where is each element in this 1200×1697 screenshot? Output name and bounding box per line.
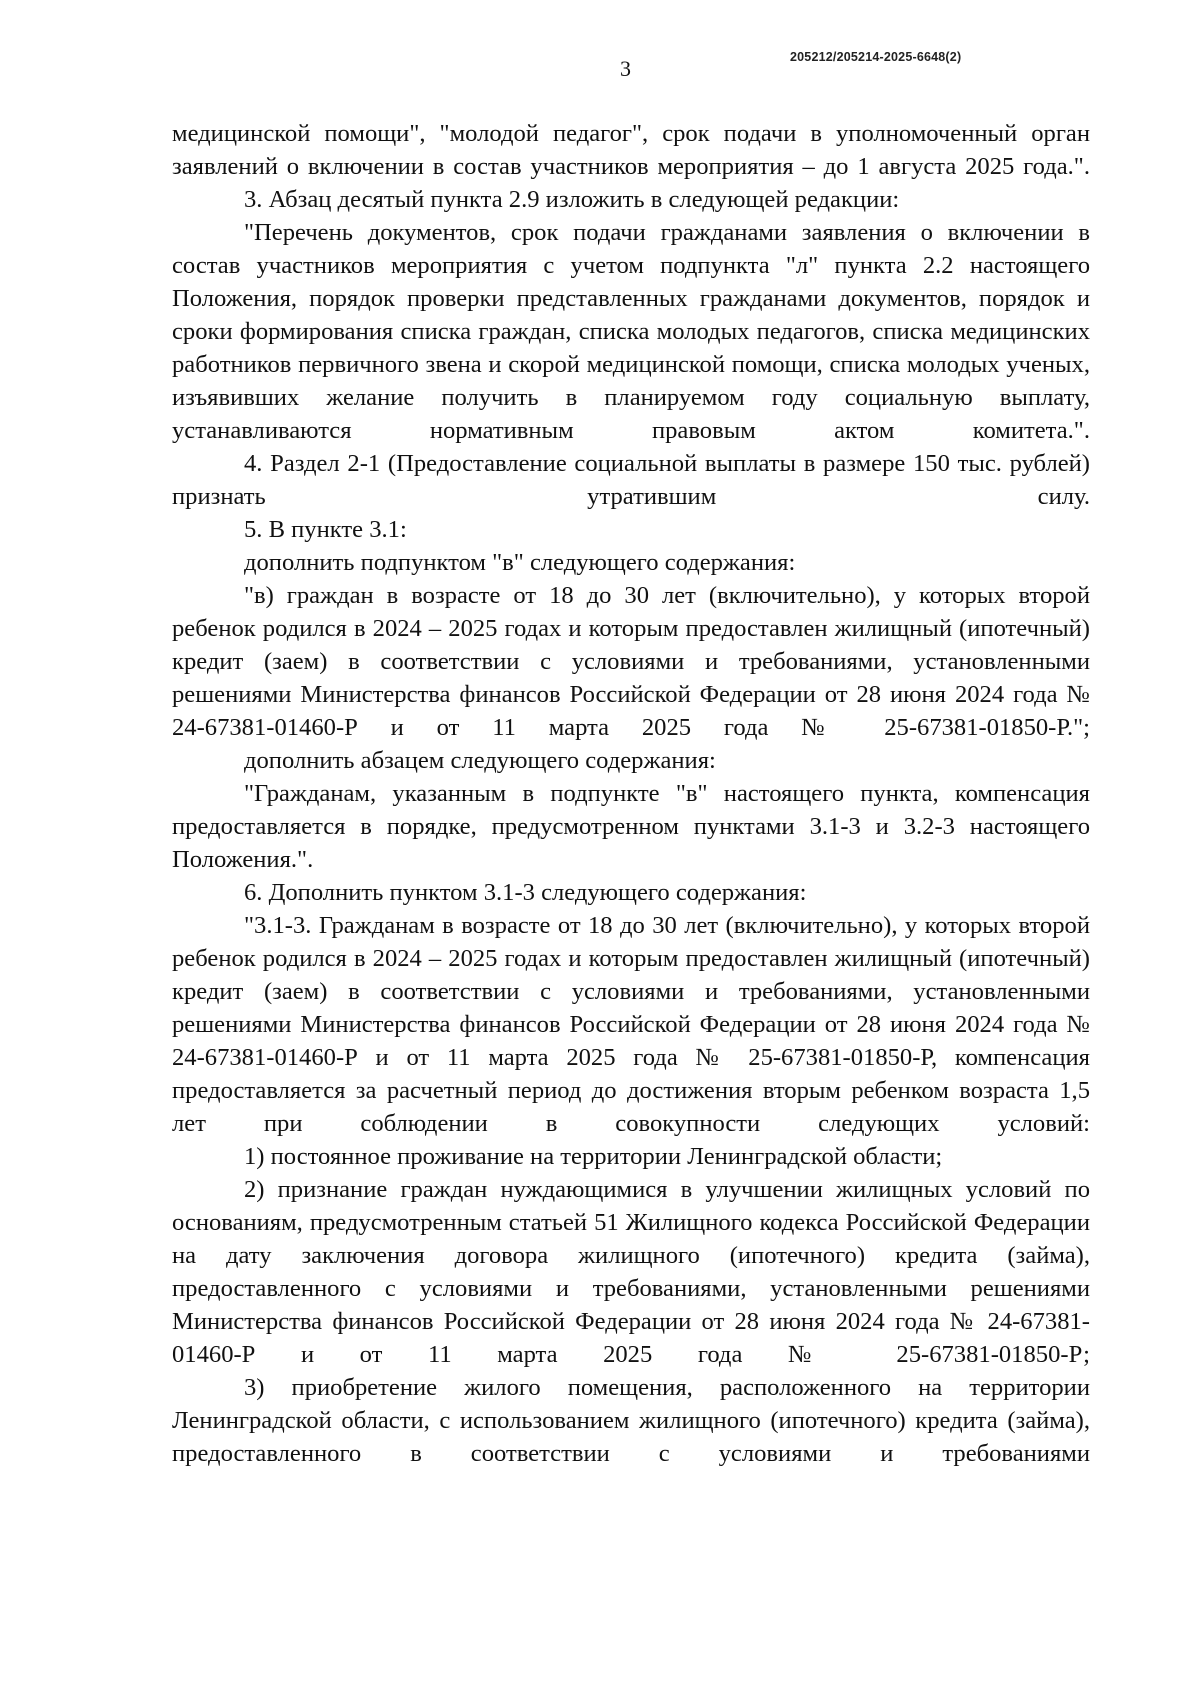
paragraph-item-3-quote: "Перечень документов, срок подачи гражданами заявления о включении в состав участников мероприятия с учетом подпункта "л" пункта 2.2 настоящего Положения, порядок проверки представленных гражданами документов, порядок и сроки формирования списка граждан, списка молодых педагогов, списка медицинских работников первичного звена и скорой медицинской помощи, списка молодых ученых, изъявивших желание получить в планируемом году социальную выплату, устанавливаются нормативным правовым актом комитета.". [172,219,1090,444]
paragraph-item-5-quote: "в) граждан в возрасте от 18 до 30 лет (включительно), у которых второй ребенок родился в 2024 – 2025 годах и которым предоставлен жилищный (ипотечный) кредит (заем) в соответствии с условиями и требованиями, установленными решениями Министерства финансов Российской Федерации от 28 июня 2024 года № 24-67381-01460-Р и от 11 марта 2025 года № 25-67381-01850-Р."; [172,582,1090,741]
paragraph-item-6: 6. Дополнить пунктом 3.1-3 следующего содержания: [244,879,807,906]
paragraph-item-5-addition-quote: "Гражданам, указанным в подпункте "в" настоящего пункта, компенсация предоставляется в порядке, предусмотренном пунктами 3.1-3 и 3.2-3 настоящего Положения.". [172,780,1090,873]
paragraph-item-5-subpoint: дополнить подпунктом "в" следующего содержания: [244,549,796,576]
paragraph-condition-3: 3) приобретение жилого помещения, расположенного на территории Ленинградской области, с использованием жилищного (ипотечного) кредита (займа), предоставленного в соответствии с условиями и требованиями [172,1374,1090,1467]
page-number: 3 [620,56,631,81]
paragraph-item-5-addition: дополнить абзацем следующего содержания: [244,747,716,774]
paragraph-item-4: 4. Раздел 2-1 (Предоставление социальной выплаты в размере 150 тыс. рублей) признать утратившим силу. [172,450,1090,510]
paragraph-continuation: медицинской помощи", "молодой педагог", срок подачи в уполномоченный орган заявлений о включении в состав участников мероприятия – до 1 августа 2025 года.". [172,120,1090,180]
paragraph-item-6-quote: "3.1-3. Гражданам в возрасте от 18 до 30 лет (включительно), у которых второй ребенок родился в 2024 – 2025 годах и которым предоставлен жилищный (ипотечный) кредит (заем) в соответствии с условиями и требованиями, установленными решениями Министерства финансов Российской Федерации от 28 июня 2024 года № 24-67381-01460-Р и от 11 марта 2025 года № 25-67381-01850-Р, компенсация предоставляется за расчетный период до достижения вторым ребенком возраста 1,5 лет при соблюдении в совокупности следующих условий: [172,912,1090,1137]
paragraph-condition-1: 1) постоянное проживание на территории Ленинградской области; [244,1143,943,1170]
paragraph-item-5: 5. В пункте 3.1: [244,516,407,543]
paragraph-condition-2: 2) признание граждан нуждающимися в улучшении жилищных условий по основаниям, предусмотренным статьей 51 Жилищного кодекса Российской Федерации на дату заключения договора жилищного (ипотечного) кредита (займа), предоставленного с условиями и требованиями, установленными решениями Министерства финансов Российской Федерации от 28 июня 2024 года № 24-67381-01460-Р и от 11 марта 2025 года № 25-67381-01850-Р; [172,1176,1090,1368]
paragraph-item-3: 3. Абзац десятый пункта 2.9 изложить в следующей редакции: [244,186,900,213]
document-id: 205212/205214-2025-6648(2) [790,50,962,64]
document-body [172,117,1090,1470]
